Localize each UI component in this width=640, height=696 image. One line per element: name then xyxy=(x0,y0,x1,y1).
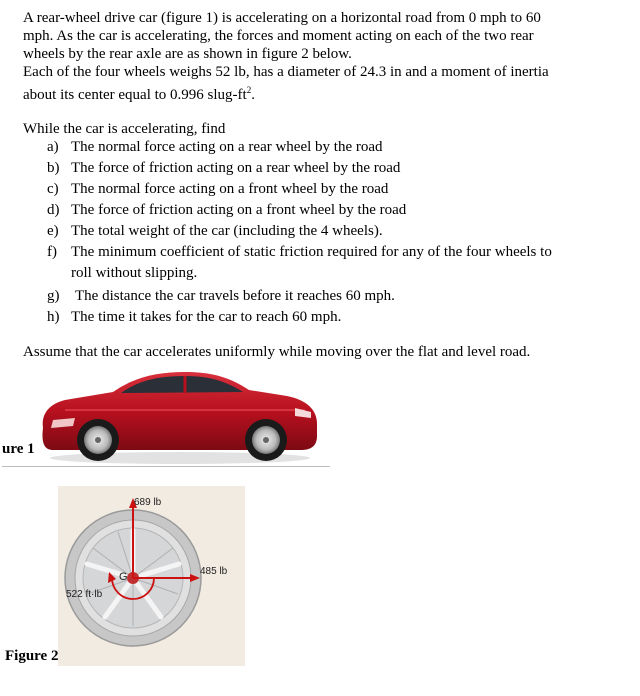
assumption-text: Assume that the car accelerates uniformly while moving over the flat and level road. xyxy=(23,344,531,360)
figure1-divider xyxy=(2,466,330,467)
intro-line: Each of the four wheels weighs 52 lb, has a diameter of 24.3 in and a moment of inertia xyxy=(23,64,549,80)
intro-line: A rear-wheel drive car (figure 1) is accelerating on a horizontal road from 0 mph to 60 xyxy=(23,10,541,26)
problem-intro xyxy=(23,9,623,104)
figure2-label: Figure 2 xyxy=(5,648,59,664)
center-label: G xyxy=(119,571,128,583)
intro-line: wheels by the rear axle are as shown in figure 2 below. xyxy=(23,46,352,62)
force-right-label: 485 lb xyxy=(200,566,228,577)
task-intro: While the car is accelerating, find xyxy=(23,121,226,137)
car-illustration xyxy=(35,366,320,466)
intro-line: about its center equal to 0.996 slug-$ft^2$. xyxy=(23,85,255,103)
figure1-label: ure 1 xyxy=(2,441,35,457)
force-up-label: 689 lb xyxy=(134,497,162,508)
moment-label: 522 ft·lb xyxy=(66,589,103,600)
intro-line: mph. As the car is accelerating, the forces and moment acting on each of the two rear xyxy=(23,28,534,44)
